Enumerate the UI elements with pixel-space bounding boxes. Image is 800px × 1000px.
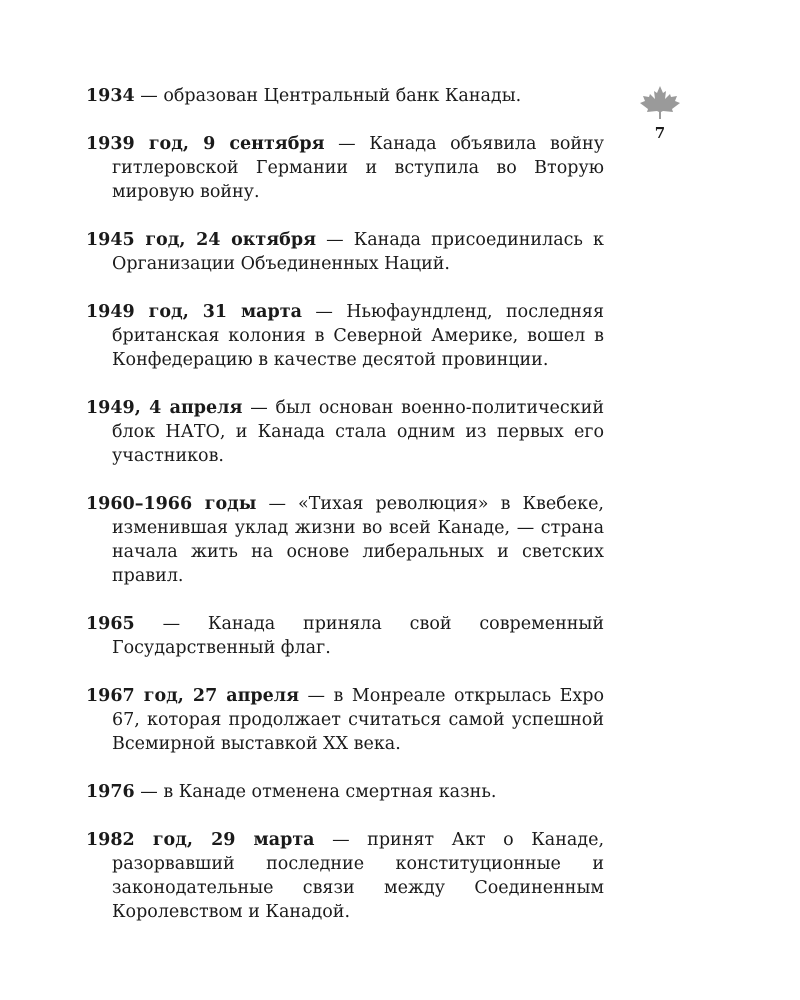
- chronology-entry: [86, 396, 604, 468]
- entry-date: 1967 год, 27 апреля: [86, 686, 300, 706]
- chronology-entry: [86, 828, 604, 924]
- entry-text: — Канада объявила войну гитлеровской Германии и вступила во Вторую мировую войну.: [112, 134, 604, 202]
- entry-text: — Канада присоединилась к Организации Объединенных Наций.: [112, 230, 604, 274]
- entry-text: — в Канаде отменена смертная казнь.: [134, 782, 497, 802]
- entry-date: 1982 год, 29 марта: [86, 830, 315, 850]
- entry-text: — в Монреале открылась Expo 67, которая продолжает считаться самой успешной Всемирной выставкой XX века.: [112, 686, 604, 754]
- entry-date: 1949, 4 апреля: [86, 398, 243, 418]
- entry-date: 1945 год, 24 октября: [86, 230, 317, 250]
- entry-text: — «Тихая революция» в Квебеке, изменившая уклад жизни во всей Канаде, — страна начала жить на основе либеральных и светских правил.: [112, 494, 604, 586]
- chronology-entry: [86, 228, 604, 276]
- entry-text: — образован Центральный банк Канады.: [134, 86, 522, 106]
- entry-date: 1934: [86, 86, 135, 106]
- chronology-entry: [86, 84, 604, 108]
- entry-date: 1960–1966 годы: [86, 494, 257, 514]
- chronology-entry: [86, 780, 604, 804]
- chronology-entry: [86, 612, 604, 660]
- chronology-entry: [86, 492, 604, 588]
- maple-leaf-icon: [637, 84, 683, 120]
- chronology-entry: [86, 684, 604, 756]
- chronology-entry: [86, 300, 604, 372]
- entry-date: 1939 год, 9 сентября: [86, 134, 325, 154]
- page-marker: [635, 84, 685, 142]
- entry-text: — Канада приняла свой современный Государственный флаг.: [112, 614, 604, 658]
- entry-text: — Ньюфаундленд, последняя британская колония в Северной Америке, вошел в Конфедерацию в качестве десятой провинции.: [112, 302, 604, 370]
- chronology-list: [86, 84, 604, 948]
- chronology-entry: [86, 132, 604, 204]
- page-number: 7: [654, 124, 666, 142]
- entry-date: 1949 год, 31 марта: [86, 302, 302, 322]
- entry-date: 1965: [86, 614, 135, 634]
- entry-text: — был основан военно-политический блок НАТО, и Канада стала одним из первых его участников.: [112, 398, 604, 466]
- entry-date: 1976: [86, 782, 135, 802]
- entry-text: — принят Акт о Канаде, разорвавший последние конституционные и законодательные связи между Соединенным Королевством и Канадой.: [112, 830, 605, 922]
